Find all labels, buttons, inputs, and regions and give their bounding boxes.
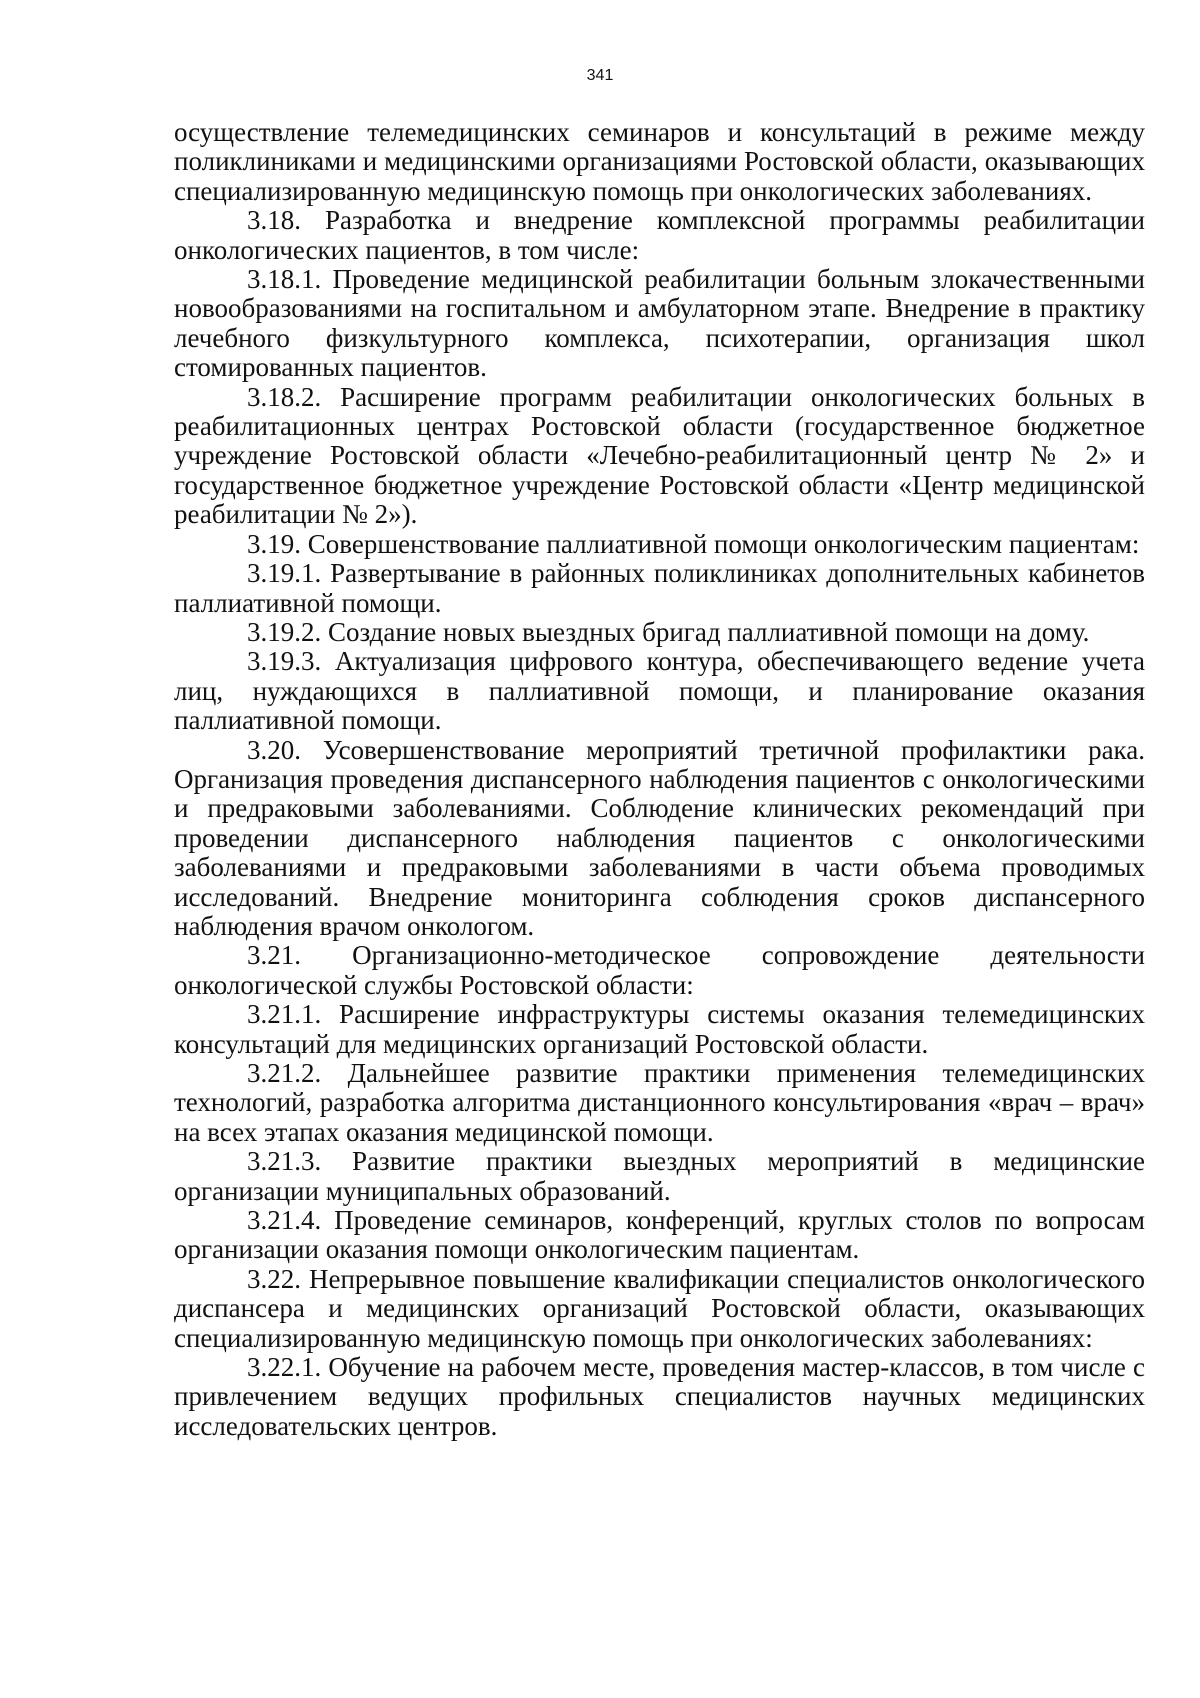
paragraph-3-22-1: 3.22.1. Обучение на рабочем месте, проведения мастер-классов, в том числе с привлечением ведущих профильных специалистов научных медицинских исследовательских центров.	[174, 1352, 1145, 1441]
paragraph-3-19-3: 3.19.3. Актуализация цифрового контура, обеспечивающего ведение учета лиц, нуждающихся в паллиативной помощи, и планирование оказания паллиативной помощи.	[174, 646, 1145, 736]
paragraph-3-21: 3.21. Организационно-методическое сопровождение деятельности онкологической службы Ростовской области:	[174, 940, 1145, 1000]
paragraph-3-19-1: 3.19.1. Развертывание в районных поликлиниках дополнительных кабинетов паллиативной помощи.	[174, 558, 1145, 618]
paragraph-3-18-2: 3.18.2. Расширение программ реабилитации онкологических больных в реабилитационных центрах Ростовской области (государственное бюджетное учреждение Ростовской области «Лечебно-реабилитационный центр № 2» и государственное бюджетное учреждение Ростовской области «Центр медицинской реабилитации № 2»).	[174, 381, 1145, 530]
paragraph-3-19-2: 3.19.2. Создание новых выездных бригад паллиативной помощи на дому.	[247, 616, 1090, 647]
paragraph-3-21-2: 3.21.2. Дальнейшее развитие практики применения телемедицинских технологий, разработка алгоритма дистанционного консультирования «врач – врач» на всех этапах оказания медицинской помощи.	[174, 1058, 1145, 1147]
page-number: 341	[586, 67, 614, 84]
paragraph-continuation: осуществление телемедицинских семинаров и консультаций в режиме между поликлиниками и медицинскими организациями Ростовской области, оказывающих специализированную медицинскую помощь при онкологических заболеваниях.	[174, 117, 1145, 206]
paragraph-3-19: 3.19. Совершенствование паллиативной помощи онкологическим пациентам:	[247, 528, 1140, 559]
paragraph-3-18: 3.18. Разработка и внедрение комплексной программы реабилитации онкологических пациентов, в том числе:	[174, 205, 1145, 265]
paragraph-3-21-1: 3.21.1. Расширение инфраструктуры системы оказания телемедицинских консультаций для медицинских организаций Ростовской области.	[174, 999, 1145, 1059]
paragraph-3-21-3: 3.21.3. Развитие практики выездных мероприятий в медицинские организации муниципальных образований.	[174, 1146, 1145, 1206]
paragraph-3-20: 3.20. Усовершенствование мероприятий третичной профилактики рака. Организация проведения диспансерного наблюдения пациентов с онкологическими и предраковыми заболеваниями. Соблюдение клинических рекомендаций при проведении диспансерного наблюдения пациентов с онкологическими заболеваниями и предраковыми заболеваниями в части объема проводимых исследований. Внедрение мониторинга соблюдения сроков диспансерного наблюдения врачом онкологом.	[174, 734, 1145, 941]
paragraph-3-22: 3.22. Непрерывное повышение квалификации специалистов онкологического диспансера и медицинских организаций Ростовской области, оказывающих специализированную медицинскую помощь при онкологических заболеваниях:	[174, 1263, 1145, 1353]
paragraph-3-18-1: 3.18.1. Проведение медицинской реабилитации больным злокачественными новообразованиями на госпитальном и амбулаторном этапе. Внедрение в практику лечебного физкультурного комплекса, психотерапии, организация школ стомированных пациентов.	[174, 264, 1145, 383]
paragraph-3-21-4: 3.21.4. Проведение семинаров, конференций, круглых столов по вопросам организации оказания помощи онкологическим пациентам.	[174, 1205, 1145, 1265]
document-body	[174, 118, 1145, 1441]
